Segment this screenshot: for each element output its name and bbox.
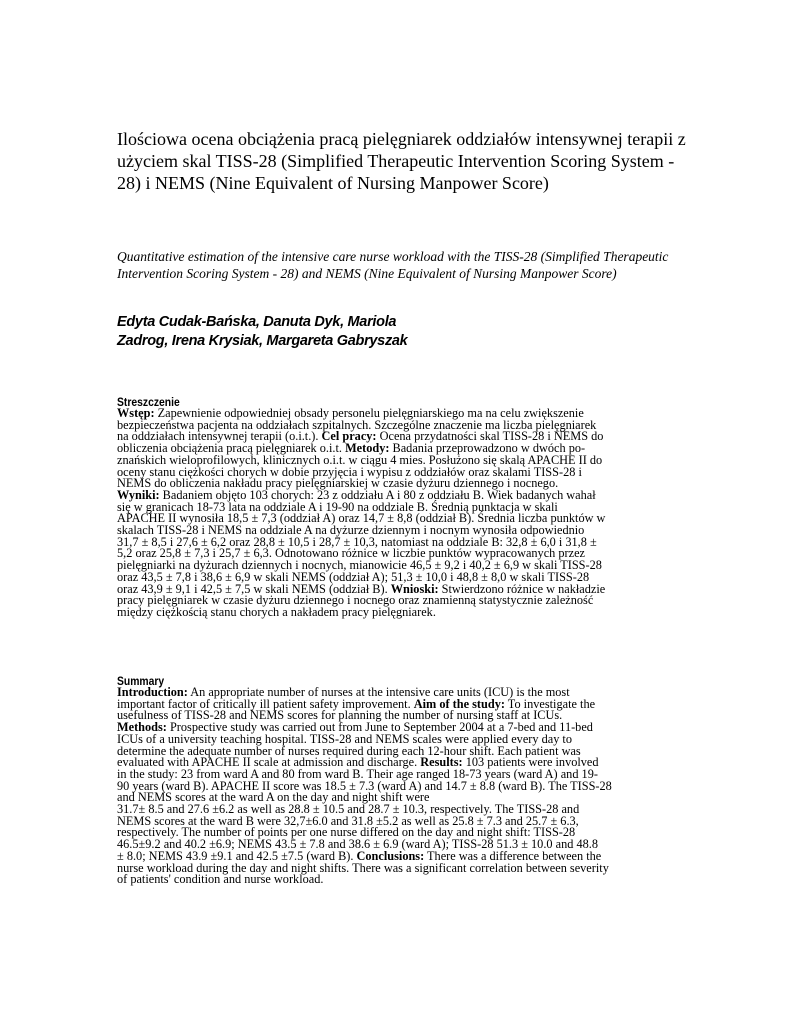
summary-text: nurse workload during the day and night shifts. There was a significant correlation between severity bbox=[117, 860, 609, 875]
streszczenie-text: oceny stanu ciężkości chorych w dobie przyjęcia i wypisu z oddziałów oraz skalami TISS-28 i bbox=[117, 464, 582, 479]
authors-line-2: Zadrog, Irena Krysiak, Margareta Gabryszak bbox=[117, 333, 408, 349]
streszczenie-text: APACHE II wynosiła 18,5 ± 7,3 (oddział A) oraz 14,7 ± 8,8 (oddział B). Średnia liczba punktów w bbox=[117, 511, 606, 526]
summary-text: 46.5±9.2 and 40.2 ±6.9; NEMS 43.5 ± 7.8 and 38.6 ± 6.9 (ward A); TISS-28 51.3 ± 10.0 and 48.8 bbox=[117, 837, 598, 852]
streszczenie-text: oraz 43,9 ± 9,1 i 42,5 ± 7,5 w skali NEMS (oddział B). bbox=[117, 581, 391, 596]
streszczenie-text: NEMS do obliczenia nakładu pracy pielęgniarskiej w czasie dyżuru dziennego i nocnego. bbox=[117, 476, 559, 491]
streszczenie-text: oraz 43,5 ± 7,8 i 38,6 ± 6,9 w skali NEMS (oddział A); 51,3 ± 10,0 i 48,8 ± 8,0 w skali TISS-28 bbox=[117, 569, 590, 584]
streszczenie-label: Wyniki: bbox=[117, 487, 160, 502]
summary-text: in the study: 23 from ward A and 80 from ward B. Their age ranged 18-73 years (ward A) and 19- bbox=[117, 766, 598, 781]
summary-label: Introduction: bbox=[117, 685, 188, 699]
summary-label: Conclusions: bbox=[356, 848, 425, 863]
streszczenie-text: Badania przeprowadzono w dwóch po- bbox=[389, 441, 586, 456]
summary-text: important factor of critically ill patient safety improvement. bbox=[117, 696, 414, 711]
summary-label: Methods: bbox=[117, 720, 167, 735]
summary-heading: Summary bbox=[117, 676, 165, 688]
streszczenie-body bbox=[117, 408, 677, 619]
summary-label: Results: bbox=[420, 755, 463, 770]
streszczenie-label: Wstęp: bbox=[117, 406, 155, 420]
summary-text: There was a difference between the bbox=[424, 848, 602, 863]
authors-line-1: Edyta Cudak-Bańska, Danuta Dyk, Mariola bbox=[117, 314, 397, 330]
summary-text: Prospective study was carried out from June to September 2004 at a 7-bed and 11-bed bbox=[166, 720, 593, 735]
streszczenie-text: się w granicach 18-73 lata na oddziale A i 19-90 na oddziale B. Średnią punktacja w skali bbox=[117, 499, 558, 514]
summary-text: determine the adequate number of nurses required during each 12-hour shift. Each patient was bbox=[117, 743, 581, 758]
streszczenie-text: pielęgniarki na dyżurach dziennych i nocnych, mianowicie 46,5 ± 9,2 i 40,2 ± 6,9 w skali TISS-28 bbox=[117, 558, 602, 573]
summary-text: 90 years (ward B). APACHE II score was 18.5 ± 7.3 (ward A) and 14.7 ± 8.8 (ward B). The TISS-28 bbox=[117, 778, 612, 793]
summary-text: 103 patients were involved bbox=[462, 755, 599, 770]
streszczenie-label: Metody: bbox=[345, 441, 390, 456]
authors bbox=[117, 313, 447, 351]
streszczenie-text: między ciężkością stanu chorych a nakładem pracy pielęgniarek. bbox=[117, 604, 436, 619]
title-polish: Ilościowa ocena obciążenia pracą pielęgniarek oddziałów intensywnej terapii z użyciem skal TISS-28 (Simplified Therapeutic Intervention Scoring System - 28) i NEMS (Nine Equivalent of Nursing Manpower Score) bbox=[117, 129, 686, 193]
streszczenie-text: znańskich wieloprofilowych, klinicznych o.i.t. w ciągu 4 mies. Posłużono się skalą APACHE II do bbox=[117, 452, 603, 467]
streszczenie-text: Ocena przydatności skal TISS-28 i NEMS do bbox=[376, 429, 604, 444]
title-english: Quantitative estimation of the intensive care nurse workload with the TISS-28 (Simplified Therapeutic Intervention Scoring System - 28) and NEMS (Nine Equivalent of Nursing Manpower Score) bbox=[117, 249, 669, 281]
summary-line bbox=[117, 874, 677, 886]
streszczenie-text: Badaniem objęto 103 chorych: 23 z oddziału A i 80 z oddziału B. Wiek badanych wahał bbox=[159, 487, 596, 502]
streszczenie-text: obliczenia obciążenia pracą pielęgniarek o.i.t. bbox=[117, 441, 346, 456]
streszczenie-text: Stwierdzono różnice w nakładzie bbox=[438, 581, 606, 596]
streszczenie-line bbox=[117, 604, 677, 619]
summary-text: respectively. The number of points per one nurse differed on the day and night shift: TISS-28 bbox=[117, 825, 576, 840]
streszczenie-label: Wnioski: bbox=[390, 581, 439, 596]
summary-text: and NEMS scores at the ward A on the day and night shift were bbox=[117, 790, 430, 805]
summary-text: NEMS scores at the ward B were 32,7±6.0 and 31.8 ±5.2 as well as 25.8 ± 7.3 and 25.7 ± 6.3, bbox=[117, 813, 579, 828]
streszczenie-label: Cel pracy: bbox=[321, 429, 377, 444]
streszczenie-text: skalach TISS-28 i NEMS na oddziale A na dyżurze dziennym i nocnym wynosiła odpowiednio bbox=[117, 523, 585, 538]
summary-text: of patients' condition and nurse workload. bbox=[117, 872, 324, 887]
summary-text: 31.7± 8.5 and 27.6 ±6.2 as well as 28.8 ± 10.5 and 28.7 ± 10.3, respectively. The TISS-28 and bbox=[117, 802, 580, 817]
streszczenie-text: 5,2 oraz 25,8 ± 7,3 i 25,7 ± 6,3. Odnotowano różnice w liczbie punktów wypracowanych przez bbox=[117, 546, 586, 561]
summary-body bbox=[117, 687, 677, 886]
streszczenie-text: Zapewnienie odpowiedniej obsady personelu pielęgniarskiego ma na celu zwiększenie bbox=[154, 406, 584, 420]
summary-text: ICUs of a university teaching hospital. TISS-28 and NEMS scales were applied every day to bbox=[117, 731, 572, 746]
summary-text: To investigate the bbox=[504, 696, 596, 711]
streszczenie-text: pracy pielęgniarek w czasie dyżuru dziennego i nocnego oraz znamienną statystycznie zależność bbox=[117, 593, 594, 608]
summary-text: evaluated with APACHE II scale at admission and discharge. bbox=[117, 755, 421, 770]
summary-text: An appropriate number of nurses at the intensive care units (ICU) is the most bbox=[187, 685, 570, 699]
summary-label: Aim of the study: bbox=[413, 696, 505, 711]
streszczenie-text: na oddziałach intensywnej terapii (o.i.t.). bbox=[117, 429, 322, 444]
streszczenie-heading: Streszczenie bbox=[117, 397, 180, 409]
summary-text: ± 8.0; NEMS 43.9 ±9.1 and 42.5 ±7.5 (ward B). bbox=[117, 848, 357, 863]
summary-text: usefulness of TISS-28 and NEMS scores for planning the number of nursing staff at ICUs. bbox=[117, 708, 563, 723]
streszczenie-text: 31,7 ± 8,5 i 27,6 ± 6,2 oraz 28,8 ± 10,5 i 28,7 ± 10,3, natomiast na oddziale B: 32,8 ± 6,0 i 31,8 ± bbox=[117, 534, 597, 549]
streszczenie-text: bezpieczeństwa pacjenta na oddziałach szpitalnych. Szczególne znaczenie ma liczba pielęgniarek bbox=[117, 417, 597, 432]
